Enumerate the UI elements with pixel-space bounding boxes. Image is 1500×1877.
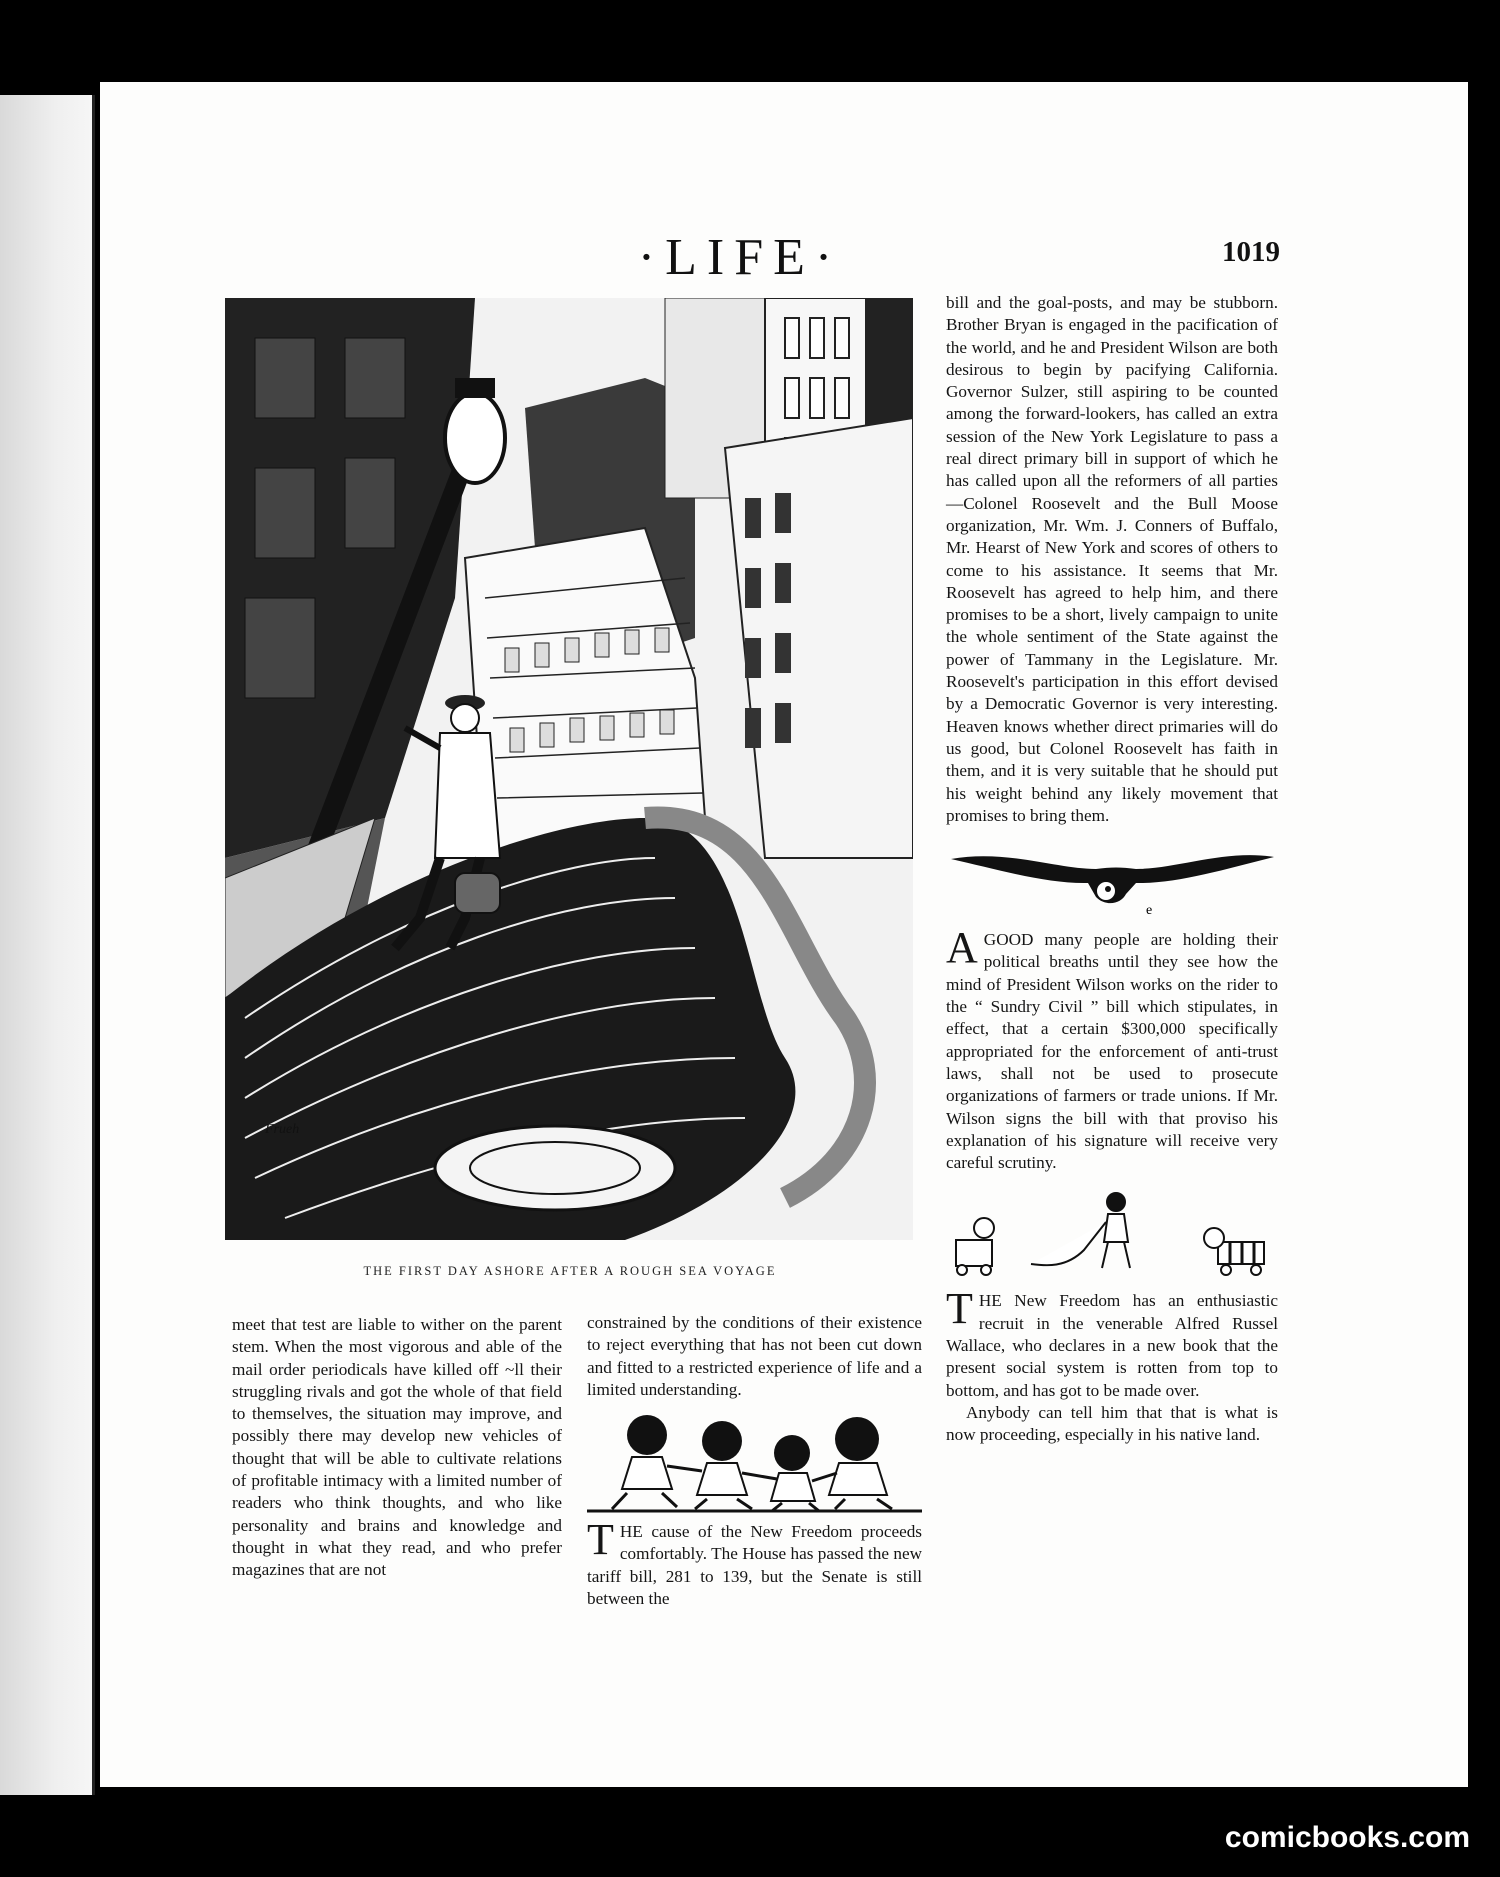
column-3	[946, 292, 1278, 1446]
street-scene-drawing	[225, 298, 913, 1240]
drop-cap: T	[587, 1515, 614, 1565]
facing-page-edge	[0, 95, 95, 1795]
column-1	[232, 1314, 562, 1582]
eagle-ornament-icon	[946, 839, 1278, 919]
column-3-continued-text: bill and the goal-posts, and may be stubborn. Brother Bryan is engaged in the pacification of the world, and he and President Wilson are both desirous to begin by pacifying California. Governor Sulzer, still aspiring to be counted among the forward-lookers, has called an extra session of the New York Legislature to pass a real direct primary bill in support of which he has called upon all the reformers of all parties—Colonel Roosevelt and the Bull Moose organization, Mr. Wm. J. Conners of Buffalo, Mr. Hearst of New York and scores of others to come to his assistance. It seems that Mr. Roosevelt has agreed to help him, and there promises to be a short, lively campaign to unite the whole sentiment of the State against the power of Tammany in the Legislature. Mr. Roosevelt's participation in this effort devised by a Democratic Governor is very interesting. Heaven knows whether direct primaries will do us good, but Colonel Roosevelt has faith in them, and it is very suitable that he should put his weight behind any likely movement that promises to bring them.	[946, 293, 1278, 825]
artist-signature: Frueh	[265, 1122, 300, 1137]
column-2-continued-text: constrained by the conditions of their existence to reject everything that has not been cut down and fitted to a restricted experience of life and a limited understanding.	[587, 1313, 922, 1399]
illustration-caption: THE FIRST DAY ASHORE AFTER A ROUGH SEA VOYAGE	[363, 1264, 777, 1278]
new-freedom-item: THE cause of the New Freedom proceeds comfortably. The House has passed the new tariff bill, 281 to 139, but the Senate is still between the	[587, 1515, 922, 1609]
column-1-paragraph: meet that test are liable to wither on the parent stem. When the most vigorous and able of the mail order periodicals have killed off ~ll their struggling rivals and got the whole of that field to themselves, the situation may improve, and possibly there may develop new vehicles of thought that will be able to cultivate relations of profitable intimacy with a limited number of readers who think thoughts, and who like personality and brains and knowledge and thought in what they read, and who prefer magazines that are not	[232, 1315, 562, 1580]
svg-text:e: e	[1146, 903, 1153, 919]
toys-ornament-icon	[946, 1188, 1278, 1280]
dancing-children-illustration	[587, 1411, 922, 1515]
masthead: ·LIFE·	[637, 229, 843, 286]
column-2	[587, 1312, 922, 1610]
drop-cap: A	[946, 923, 978, 973]
cartoon-illustration	[225, 298, 913, 1240]
site-watermark: comicbooks.com	[1224, 1821, 1470, 1854]
wallace-closing: Anybody can tell him that that is what is now proceeding, especially in his native land.	[946, 1402, 1278, 1445]
drop-cap: T	[946, 1284, 973, 1334]
wallace-item: THE New Freedom has an enthusiastic recruit in the venerable Alfred Russel Wallace, who declares in a new book that the present social system is rotten from top to bottom, and has got to be made over.	[946, 1284, 1278, 1400]
sundry-civil-item: AGOOD many people are holding their political breaths until they see how the mind of President Wilson works on the rider to the “ Sundry Civil ” bill which stipulates, in effect, that a certain $300,000 specifically appropriated for the enforcement of anti-trust laws, shall not be used to prosecute organizations of farmers or trade unions. If Mr. Wilson signs the bill with that proviso his explanation of his signature will receive very careful scrutiny.	[946, 923, 1278, 1173]
page-number: 1019	[1222, 236, 1280, 268]
